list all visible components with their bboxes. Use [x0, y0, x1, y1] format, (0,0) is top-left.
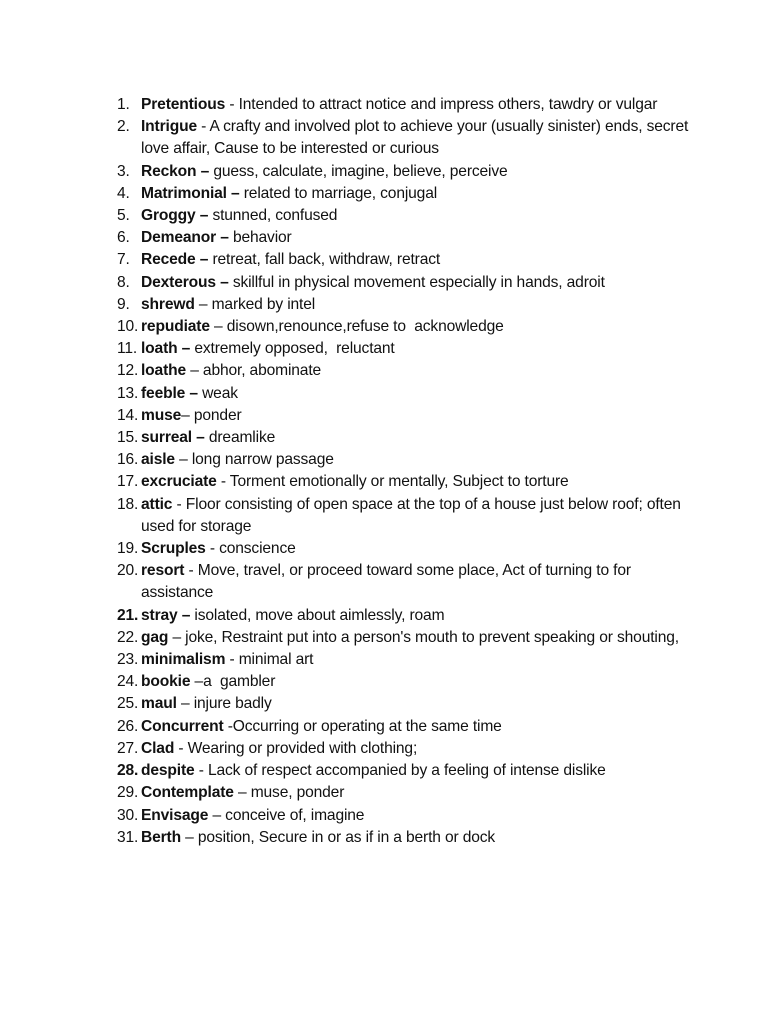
- separator: -: [216, 473, 230, 491]
- item-number: 20.: [117, 562, 139, 580]
- item-number: 2.: [117, 118, 130, 136]
- definition: abhor, abominate: [202, 362, 322, 380]
- item-entry: [141, 249, 697, 271]
- item-entry: [141, 338, 697, 360]
- item-number: 5.: [117, 207, 130, 225]
- list-item: [117, 272, 697, 294]
- list-item: [117, 183, 697, 205]
- separator: –: [196, 162, 214, 180]
- item-number: 29.: [117, 784, 139, 802]
- list-item: [117, 538, 697, 560]
- term: resort: [141, 562, 185, 580]
- list-item: [117, 205, 697, 227]
- term: minimalism: [141, 651, 226, 669]
- definition: Intended to attract notice and impress others, tawdry or vulgar: [238, 96, 658, 113]
- definition: position, Secure in or as if in a berth or dock: [197, 828, 496, 846]
- list-item: [117, 782, 697, 804]
- item-number: 3.: [117, 162, 130, 180]
- item-entry: [141, 538, 697, 560]
- term: Groggy: [141, 207, 196, 225]
- item-number: 10.: [117, 318, 139, 336]
- item-number: 18.: [117, 495, 139, 513]
- term: gag: [141, 628, 169, 646]
- list-item: [117, 94, 697, 116]
- separator: -: [172, 495, 186, 513]
- term: Berth: [141, 828, 181, 846]
- item-number: 21.: [117, 606, 139, 624]
- item-entry: [141, 316, 697, 338]
- list-item: [117, 738, 697, 760]
- item-number: 19.: [117, 540, 139, 558]
- item-entry: [141, 494, 697, 538]
- item-number: 24.: [117, 673, 139, 691]
- list-item: [117, 649, 697, 671]
- term: loath: [141, 340, 178, 358]
- item-entry: [141, 560, 697, 604]
- list-item: [117, 671, 697, 693]
- definition: Occurring or operating at the same time: [232, 717, 502, 735]
- item-number: 28.: [117, 762, 139, 780]
- item-entry: [141, 116, 697, 160]
- item-entry: [141, 272, 697, 294]
- item-entry: [141, 227, 697, 249]
- item-number: 27.: [117, 739, 139, 757]
- item-number: 4.: [117, 184, 130, 202]
- definition: Torment emotionally or mentally, Subject to torture: [229, 473, 569, 491]
- separator: –: [195, 251, 213, 269]
- definition: weak: [202, 384, 238, 402]
- term: despite: [141, 762, 195, 780]
- definition: minimal art: [238, 651, 314, 669]
- item-entry: [141, 827, 697, 849]
- separator: –: [216, 229, 233, 247]
- separator: -: [223, 717, 233, 735]
- item-number: 12.: [117, 362, 139, 380]
- definition: marked by intel: [211, 295, 316, 313]
- separator: –: [195, 207, 213, 225]
- list-item: [117, 338, 697, 360]
- term: Envisage: [141, 806, 209, 824]
- list-item: [117, 716, 697, 738]
- definition: injure badly: [193, 695, 272, 713]
- term: Intrigue: [141, 118, 197, 136]
- term: maul: [141, 695, 177, 713]
- item-entry: [141, 805, 697, 827]
- separator: –: [209, 318, 227, 336]
- definition: muse, ponder: [250, 784, 345, 802]
- term: Concurrent: [141, 717, 224, 735]
- term: surreal: [141, 429, 192, 447]
- item-number: 17.: [117, 473, 139, 491]
- definition: related to marriage, conjugal: [243, 184, 438, 202]
- term: stray: [141, 606, 178, 624]
- separator: –: [226, 184, 244, 202]
- item-entry: [141, 161, 697, 183]
- definition: conceive of, imagine: [225, 806, 365, 824]
- separator: –: [185, 384, 203, 402]
- term: Clad: [141, 739, 175, 757]
- item-entry: [141, 205, 697, 227]
- list-item: [117, 494, 697, 538]
- item-number: 16.: [117, 451, 139, 469]
- item-number: 23.: [117, 651, 139, 669]
- list-item: [117, 805, 697, 827]
- term: Pretentious: [141, 96, 226, 113]
- item-entry: [141, 383, 697, 405]
- item-number: 31.: [117, 828, 139, 846]
- item-entry: [141, 693, 697, 715]
- item-number: 13.: [117, 384, 139, 402]
- separator: –: [177, 340, 195, 358]
- definition: stunned, confused: [212, 207, 338, 225]
- item-number: 22.: [117, 628, 139, 646]
- item-entry: [141, 716, 697, 738]
- definition: Floor consisting of open space at the top of a house just below roof; often used for storage: [141, 495, 685, 535]
- list-item: [117, 316, 697, 338]
- definition: Wearing or provided with clothing;: [187, 739, 418, 757]
- term: Demeanor: [141, 229, 217, 247]
- separator: –: [194, 295, 212, 313]
- item-entry: [141, 405, 697, 427]
- list-item: [117, 405, 697, 427]
- list-item: [117, 383, 697, 405]
- separator: –: [168, 628, 186, 646]
- definition: dreamlike: [208, 429, 276, 447]
- separator: -: [205, 540, 220, 558]
- item-entry: [141, 671, 697, 693]
- term: Contemplate: [141, 784, 234, 802]
- term: Dexterous: [141, 273, 216, 291]
- list-item: [117, 760, 697, 782]
- definition: behavior: [232, 229, 292, 247]
- term: shrewd: [141, 295, 195, 313]
- list-item: [117, 227, 697, 249]
- item-entry: [141, 471, 697, 493]
- list-item: [117, 693, 697, 715]
- separator: –: [176, 695, 194, 713]
- definition: extremely opposed, reluctant: [194, 340, 395, 358]
- term: bookie: [141, 673, 191, 691]
- item-number: 6.: [117, 229, 130, 247]
- separator: –: [191, 429, 209, 447]
- item-entry: [141, 649, 697, 671]
- list-item: [117, 560, 697, 604]
- list-item: [117, 294, 697, 316]
- term: Matrimonial: [141, 184, 227, 202]
- definition: A crafty and involved plot to achieve your (usually sinister) ends, secret love affair, Cause to be interested or curious: [141, 118, 693, 158]
- list-item: [117, 449, 697, 471]
- list-item: [117, 161, 697, 183]
- separator: –: [174, 451, 192, 469]
- item-entry: [141, 183, 697, 205]
- item-number: 14.: [117, 406, 139, 424]
- term: loathe: [141, 362, 187, 380]
- separator: -: [184, 562, 198, 580]
- separator: -: [194, 762, 208, 780]
- definition: long narrow passage: [191, 451, 334, 469]
- term: feeble: [141, 384, 186, 402]
- list-item: [117, 116, 697, 160]
- definition: skillful in physical movement especially in hands, adroit: [232, 273, 605, 291]
- definition: retreat, fall back, withdraw, retract: [212, 251, 441, 269]
- list-item: [117, 360, 697, 382]
- separator: –: [180, 828, 198, 846]
- term: aisle: [141, 451, 175, 469]
- term: attic: [141, 495, 173, 513]
- term: Reckon: [141, 162, 197, 180]
- list-item: [117, 627, 697, 649]
- term: Recede: [141, 251, 196, 269]
- vocabulary-list: [117, 94, 697, 849]
- separator: –: [181, 406, 194, 424]
- separator: –: [208, 806, 226, 824]
- definition: Move, travel, or proceed toward some place, Act of turning to for assistance: [141, 562, 636, 602]
- list-item: [117, 427, 697, 449]
- term: excruciate: [141, 473, 217, 491]
- definition: Lack of respect accompanied by a feeling of intense dislike: [207, 762, 606, 780]
- item-entry: [141, 627, 697, 649]
- term: muse: [141, 406, 182, 424]
- term: repudiate: [141, 318, 210, 336]
- item-entry: [141, 294, 697, 316]
- item-entry: [141, 94, 697, 116]
- list-item: [117, 471, 697, 493]
- item-number: 15.: [117, 429, 139, 447]
- separator: -: [225, 96, 239, 113]
- separator: -: [174, 739, 188, 757]
- definition: isolated, move about aimlessly, roam: [194, 606, 445, 624]
- item-entry: [141, 738, 697, 760]
- item-entry: [141, 782, 697, 804]
- item-number: 25.: [117, 695, 139, 713]
- item-entry: [141, 449, 697, 471]
- list-item: [117, 827, 697, 849]
- item-number: 8.: [117, 273, 130, 291]
- separator: -: [196, 118, 210, 136]
- item-entry: [141, 427, 697, 449]
- separator: –: [177, 606, 195, 624]
- item-number: 11.: [117, 340, 138, 358]
- separator: –: [215, 273, 233, 291]
- list-item: [117, 249, 697, 271]
- item-number: 9.: [117, 295, 130, 313]
- item-number: 7.: [117, 251, 130, 269]
- definition: a gambler: [203, 673, 276, 691]
- separator: –: [233, 784, 251, 802]
- item-number: 30.: [117, 806, 139, 824]
- separator: -: [225, 651, 239, 669]
- item-entry: [141, 360, 697, 382]
- item-entry: [141, 760, 697, 782]
- definition: conscience: [219, 540, 296, 558]
- item-number: 1.: [117, 96, 130, 113]
- separator: –: [190, 673, 204, 691]
- definition: disown,renounce,refuse to acknowledge: [226, 318, 504, 336]
- definition: guess, calculate, imagine, believe, perceive: [213, 162, 508, 180]
- definition: ponder: [193, 406, 242, 424]
- definition: joke, Restraint put into a person's mouth to prevent speaking or shouting,: [185, 628, 679, 646]
- list-item: [117, 605, 697, 627]
- item-number: 26.: [117, 717, 139, 735]
- item-entry: [141, 605, 697, 627]
- term: Scruples: [141, 540, 206, 558]
- separator: –: [186, 362, 203, 380]
